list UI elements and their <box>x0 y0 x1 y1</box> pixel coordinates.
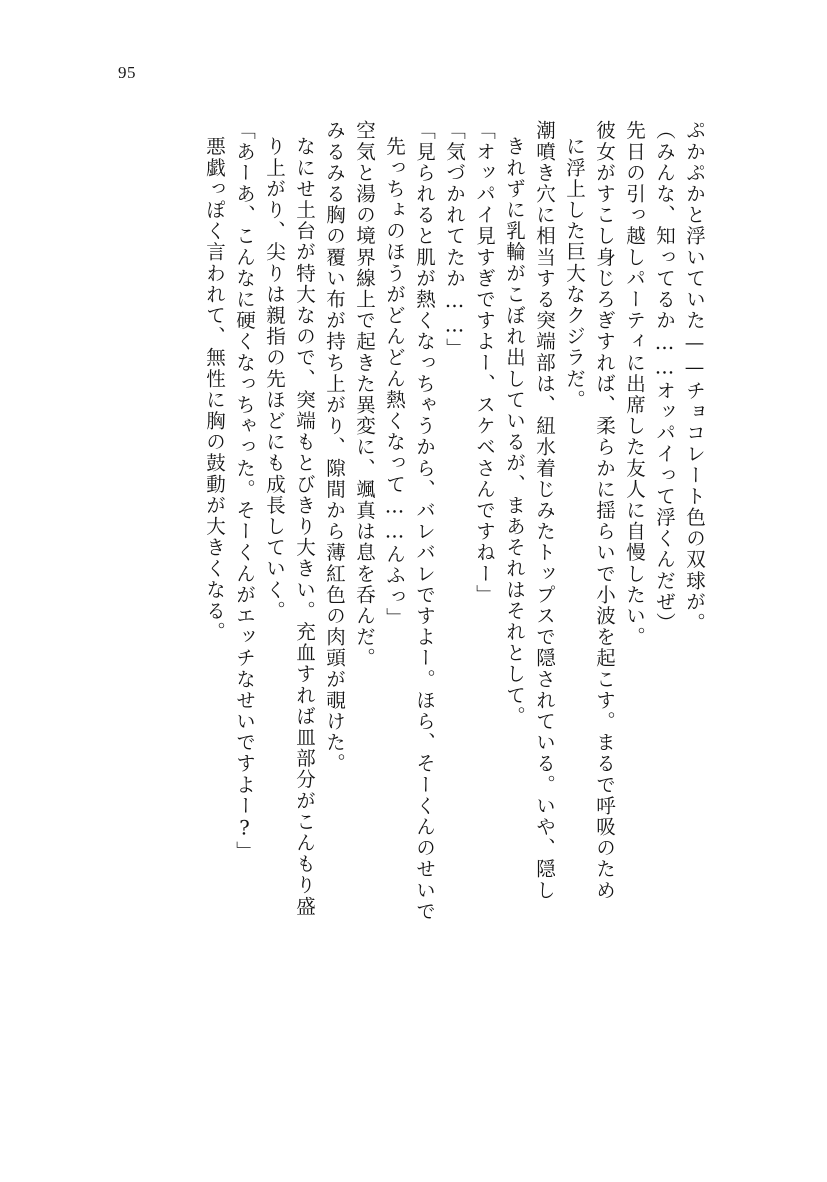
text-line: 先っちょのほうがどんどん熱くなって……んふっ」 <box>383 136 406 629</box>
text-line: 彼女がすこし身じろぎすれば、柔らかに揺らいで小波を起こす。まるで呼吸のため <box>593 120 616 901</box>
text-line: みるみる胸の覆い布が持ち上がり、隙間から薄紅色の肉頭が覗けた。 <box>323 120 346 775</box>
text-line: り上がり、尖りは親指の先ほどにも成長していく。 <box>263 136 286 622</box>
text-line: 悪戯っぽく言われて、無性に胸の鼓動が大きくなる。 <box>203 136 226 643</box>
text-line: なにせ土台が特大なので、突端もとびきり大きい。充血すれば皿部分がこんもり盛 <box>293 136 316 917</box>
text-line: 先日の引っ越しパーティに出席した友人に自慢したい。 <box>623 120 646 648</box>
text-line: きれずに乳輪がこぼれ出しているが、まあそれはそれとして。 <box>503 136 526 727</box>
text-line: ぷかぷかと浮いていた——チョコレート色の双球が。 <box>683 120 706 634</box>
text-line: 空気と湯の境界線上で起きた異変に、颯真は息を呑んだ。 <box>353 120 376 669</box>
text-line: 「オッパイ見すぎですよー、スケベさんですねー」 <box>473 120 496 606</box>
text-line: に浮上した巨大なクジラだ。 <box>563 136 586 411</box>
text-line: 「あーあ、こんなに硬くなっちゃった。そーくんがエッチなせいですよー?」 <box>233 120 256 862</box>
text-line: （みんな、知ってるか……オッパイって浮くんだぜ） <box>653 120 676 634</box>
text-line: 潮噴き穴に相当する突端部は、紐水着じみたトップスで隠されている。いや、隠し <box>533 120 556 901</box>
text-line: 「見られると肌が熱くなっちゃうから、バレバレですよー。ほら、そーくんのせいで <box>413 120 436 922</box>
page-number: 95 <box>118 63 136 82</box>
vertical-text-block <box>84 120 704 1080</box>
text-line: 「気づかれてたか……」 <box>443 120 466 360</box>
